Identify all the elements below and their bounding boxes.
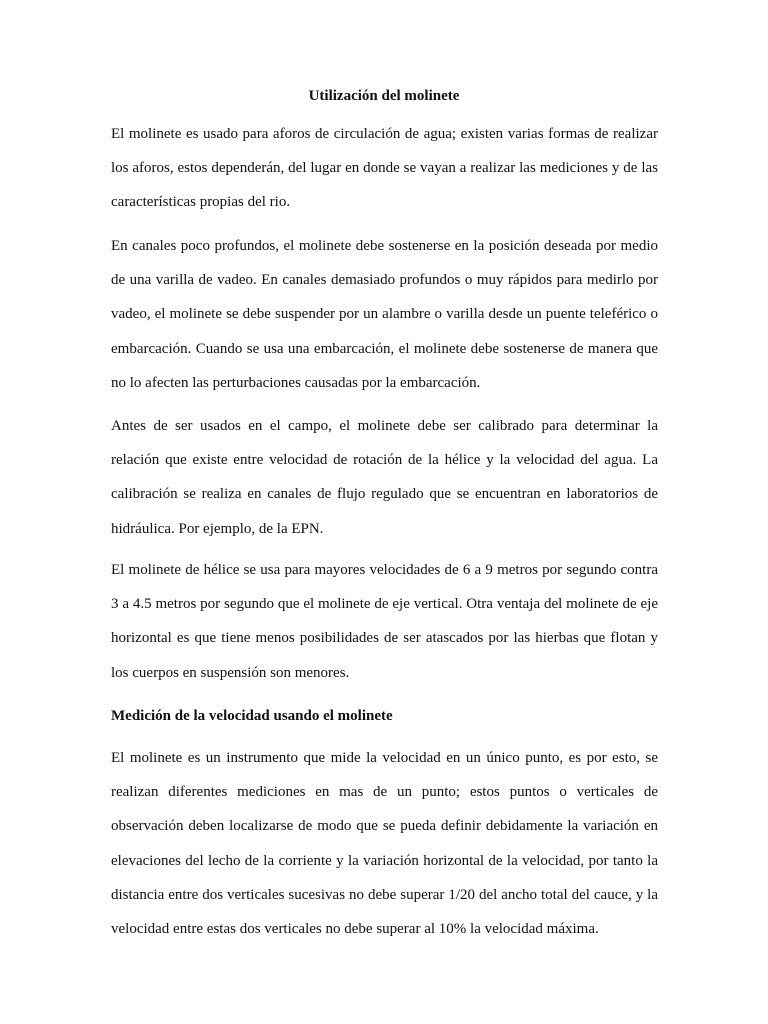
paragraph-medicion: El molinete es un instrumento que mide la velocidad en un único punto, es por esto, se realizan diferentes mediciones en mas de un punto; estos puntos o verticales de observación deben localizarse de modo que se pueda definir debidamente la variación en elevaciones del lecho de la corriente y la variación horizontal de la velocidad, por tanto la distancia entre dos verticales sucesivas no debe superar 1/20 del ancho total del cauce, y la velocidad entre estas dos verticales no debe superar al 10% la velocidad máxima. [111, 750, 658, 938]
paragraph-helice: El molinete de hélice se usa para mayores velocidades de 6 a 9 metros por segundo contra 3 a 4.5 metros por segundo que el molinete de eje vertical. Otra ventaja del molinete de eje horizontal es que tiene menos posibilidades de ser atascados por las hierbas que flotan y los cuerpos en suspensión son menores. [111, 562, 658, 681]
section-heading: Medición de la velocidad usando el molinete [111, 708, 393, 724]
paragraph-canales: En canales poco profundos, el molinete debe sostenerse en la posición deseada por medio de una varilla de vadeo. En canales demasiado profundos o muy rápidos para medirlo por vadeo, el molinete se debe suspender por un alambre o varilla desde un puente teleférico o embarcación. Cuando se usa una embarcación, el molinete debe sostenerse de manera que no lo afecten las perturbaciones causadas por la embarcación. [111, 238, 658, 391]
paragraph-aforos: El molinete es usado para aforos de circulación de agua; existen varias formas de realizar los aforos, estos dependerán, del lugar en donde se vayan a realizar las mediciones y de las características propias del rio. [111, 126, 658, 211]
document-title: Utilización del molinete [308, 88, 460, 104]
paragraph-calibracion: Antes de ser usados en el campo, el molinete debe ser calibrado para determinar la relación que existe entre velocidad de rotación de la hélice y la velocidad del agua. La calibración se realiza en canales de flujo regulado que se encuentran en laboratorios de hidráulica. Por ejemplo, de la EPN. [111, 418, 658, 537]
